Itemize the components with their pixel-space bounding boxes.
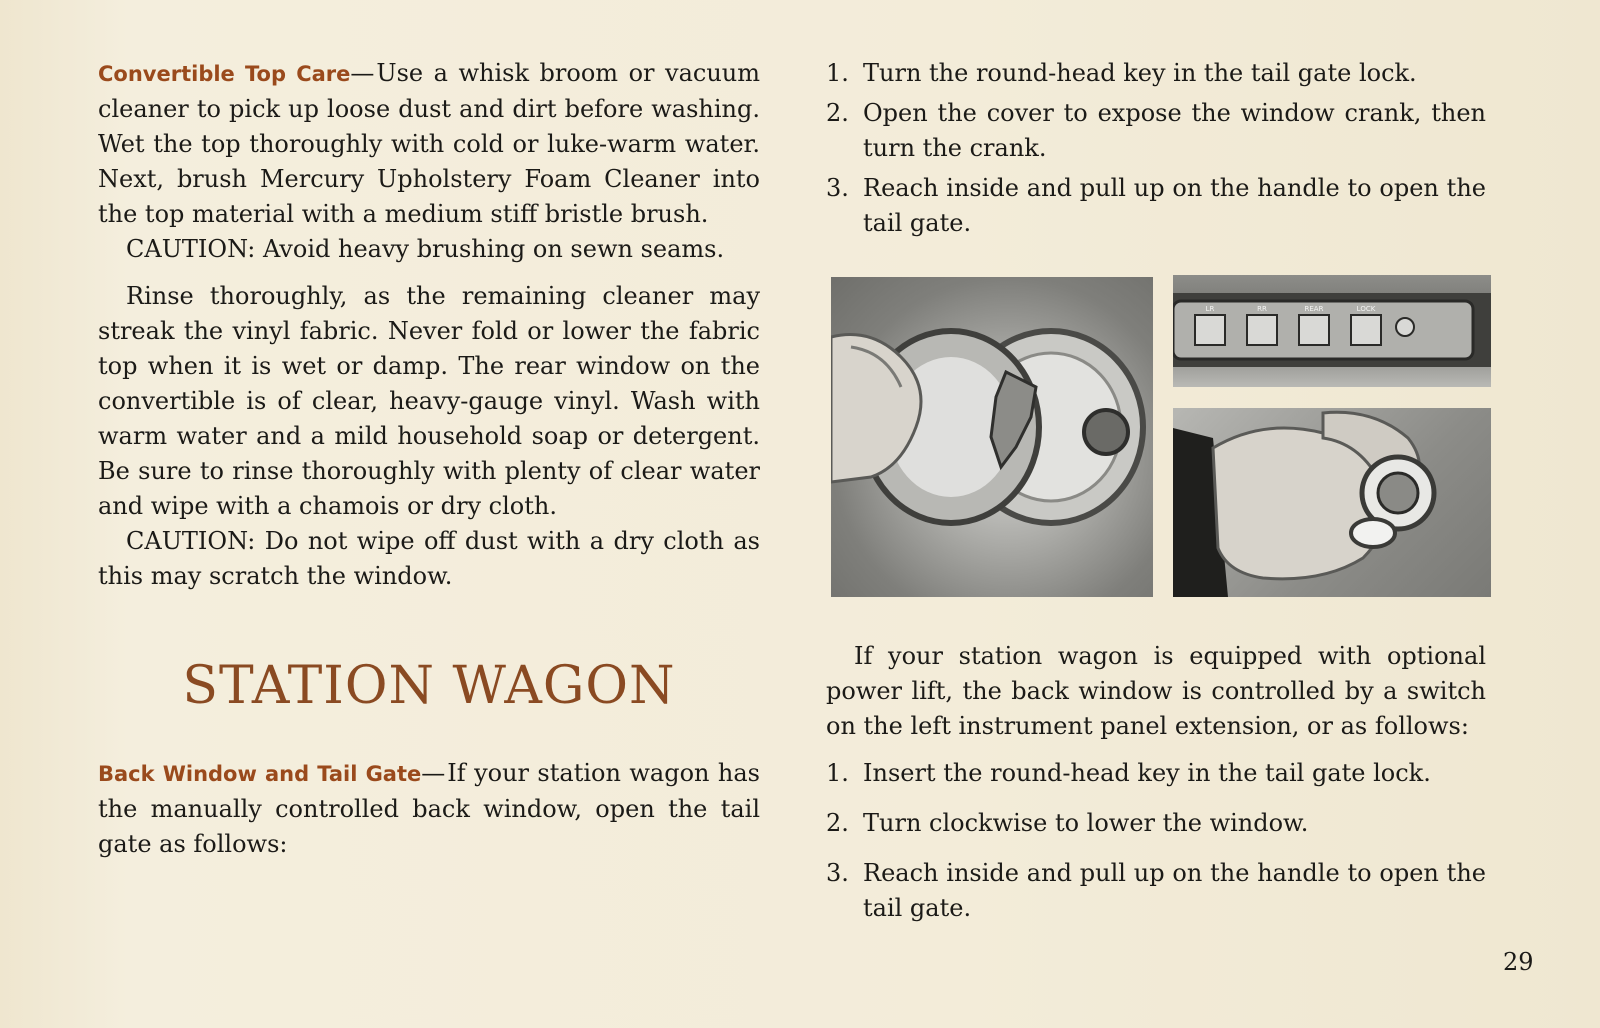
convertible-top-care-text: Use a whisk broom or vacuum cleaner to pick up loose dust and dirt before washing. Wet the top thoroughly with cold or luke-warm water. Next, brush Mercury Upholstery Foam Cleaner into the top material with a medium stiff bristle brush. [98,59,760,228]
rinse-paragraph: Rinse thoroughly, as the remaining cleaner may streak the vinyl fabric. Never fold or lower the fabric top when it is wet or damp. The rear window on the convertible is of clear, heavy-gauge vinyl. Wash with warm water and a mild household soap or detergent. Be sure to rinse thoroughly with plenty of clear water and wipe with a chamois or dry cloth. [98,282,760,520]
convertible-top-care-paragraph: Convertible Top Care—Use a whisk broom or vacuum cleaner to pick up loose dust and dirt before washing. Wet the top thoroughly with cold or luke-warm water. Next, brush Mercury Upholstery Foam Cleaner into the top material with a medium stiff bristle brush. [98,59,760,228]
power-steps-list [826,756,1486,926]
switch-panel-icon [1173,275,1491,387]
list-item: 1. Turn the round-head key in the tail gate lock. [826,59,1417,87]
left-column [98,56,760,862]
switch-label: LOCK [1356,305,1376,313]
list-item: 2. Open the cover to expose the window crank, then turn the crank. [826,99,1486,162]
power-lift-paragraph: If your station wagon is equipped with optional power lift, the back window is controlled by a switch on the left instrument panel extension, or as follows: [826,642,1486,740]
manual-steps-list [826,56,1486,241]
switch-label: RR [1257,305,1267,313]
back-window-text: If your station wagon has the manually controlled back window, open the tail gate as follows: [98,759,760,858]
convertible-top-care-heading: Convertible Top Care [98,62,351,86]
section-title: STATION WAGON [182,656,676,716]
key-in-lock-photo [1173,408,1491,597]
lock-cover-icon [831,277,1153,597]
back-window-paragraph: Back Window and Tail Gate—If your station wagon has the manually controlled back window, open the tail gate as follows: [98,759,760,858]
photo-group [826,269,1486,609]
list-item: 3. Reach inside and pull up on the handle to open the tail gate. [826,174,1486,237]
caution-dry-cloth: CAUTION: Do not wipe off dust with a dry cloth as this may scratch the window. [98,527,760,590]
list-item: 1. Insert the round-head key in the tail gate lock. [826,759,1431,787]
list-item: 3. Reach inside and pull up on the handle to open the tail gate. [826,859,1486,922]
window-switch-panel-photo [1173,275,1491,387]
list-item: 2. Turn clockwise to lower the window. [826,809,1309,837]
hand-key-icon [1173,408,1491,597]
switch-label: REAR [1304,305,1324,313]
page-number: 29 [1503,948,1534,976]
back-window-heading: Back Window and Tail Gate [98,762,422,786]
tailgate-lock-photo [831,277,1153,597]
caution-seams: CAUTION: Avoid heavy brushing on sewn seams. [126,235,725,263]
right-column [826,56,1486,941]
switch-label: LR [1205,305,1215,313]
